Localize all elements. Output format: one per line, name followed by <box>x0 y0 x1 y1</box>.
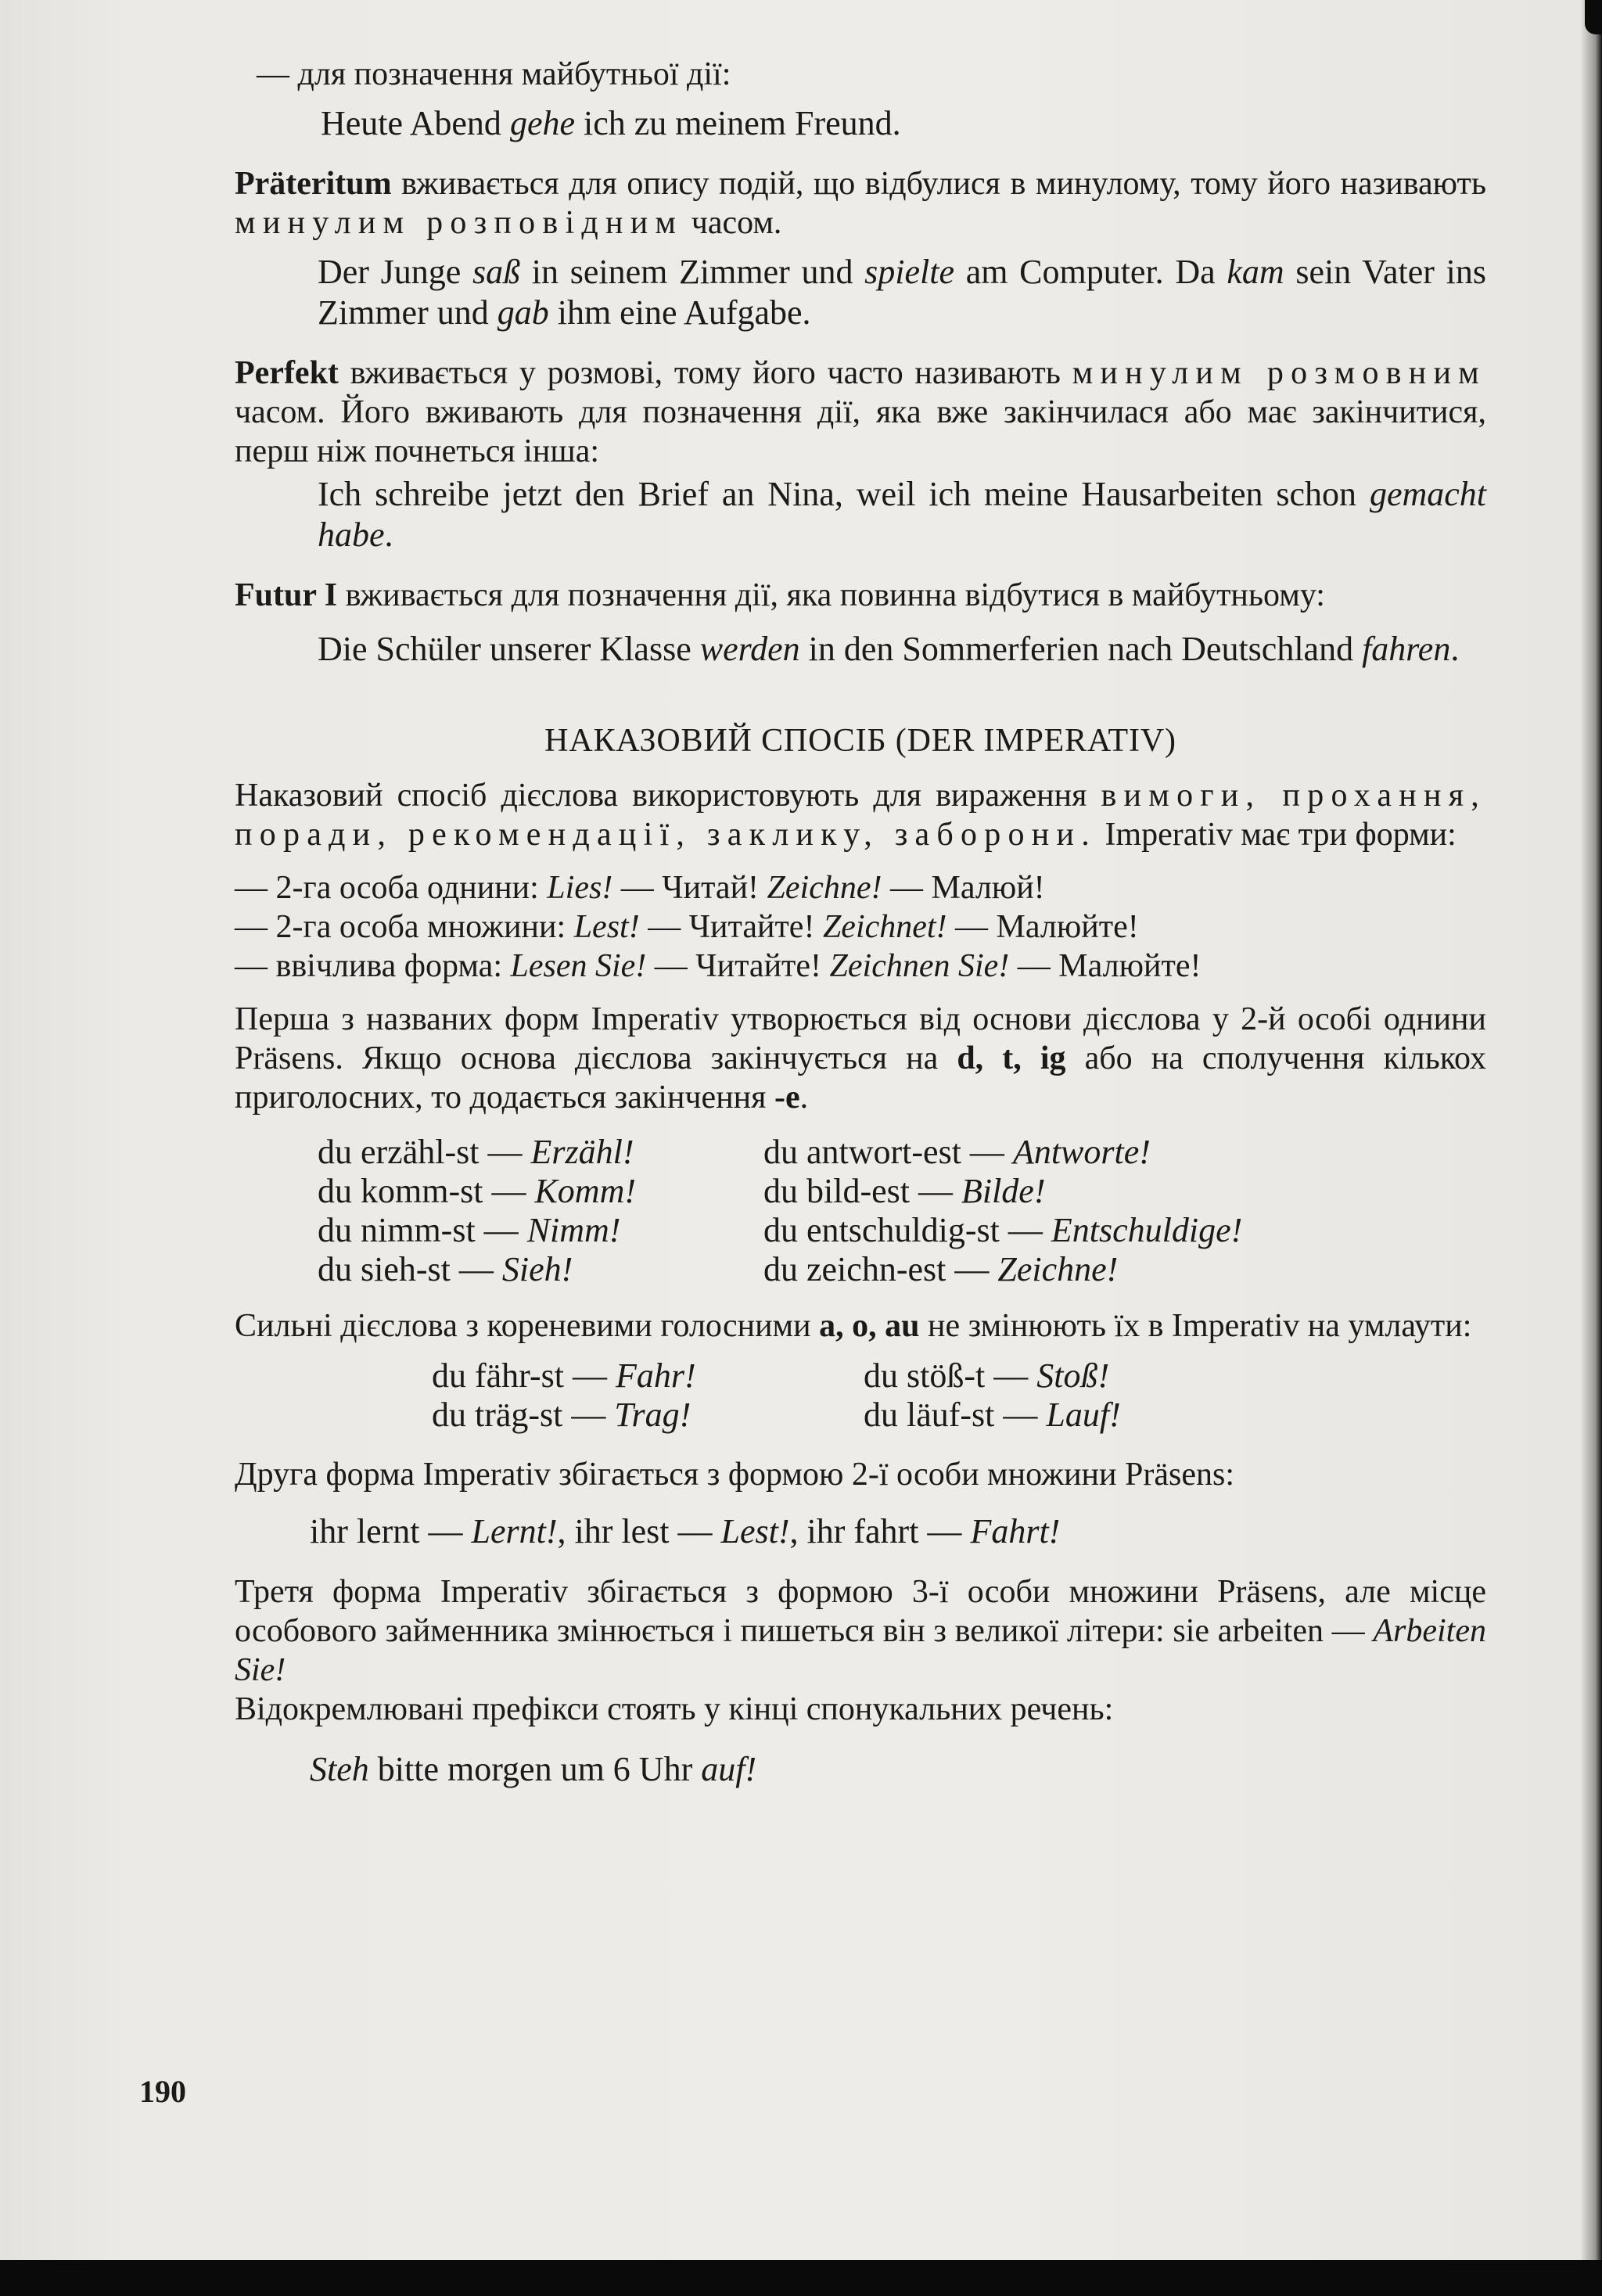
scan-corner <box>1585 0 1602 34</box>
table-row <box>763 1172 1242 1211</box>
spaced-term: вимоги, прохання, поради, рекомендації, заклику, заборони. <box>235 778 1486 853</box>
paragraph-text: вживається для опису подій, що відбулися в минулому, тому його називають <box>391 166 1486 202</box>
example-verb: saß <box>472 253 521 291</box>
verb-stem: ihr fahrt — <box>806 1512 971 1550</box>
section-heading: НАКАЗОВИЙ СПОСІБ (DER IMPERATIV) <box>544 723 1176 759</box>
example-text: . <box>384 516 393 554</box>
verb-stem: du nimm-st — <box>318 1211 527 1249</box>
verb-stem: du entschuldig-st — <box>763 1211 1051 1249</box>
table-row <box>432 1396 864 1435</box>
page-number: 190 <box>139 2074 186 2109</box>
example-text: ich zu meinem Freund. <box>575 104 901 142</box>
second-form-example <box>235 1511 1486 1552</box>
example-text: . <box>1450 630 1460 668</box>
example-verb: fahren <box>1362 630 1451 668</box>
table-column-left <box>432 1356 864 1435</box>
spaced-term: минулим розповідним <box>235 205 684 241</box>
prefix-paragraph: Відокремлювані префікси стоять у кінці спонукальних речень: <box>235 1691 1114 1727</box>
imperative-form: Entschuldige! <box>1051 1211 1243 1249</box>
list-item <box>235 868 1486 907</box>
form-translation: — Читайте! <box>639 909 823 945</box>
example-verb: gemacht habe <box>318 475 1486 554</box>
example-text: Heute Abend <box>321 104 510 142</box>
bold-ending: -e <box>774 1080 800 1116</box>
paragraph-text: часом. <box>683 205 782 241</box>
imperative-form: Arbeiten Sie! <box>235 1613 1486 1688</box>
example-text: Die Schüler unserer Klasse <box>318 630 700 668</box>
form-example: Lesen Sie! <box>510 948 647 984</box>
example-verb: gab <box>497 293 549 332</box>
verb-stem: du sieh-st — <box>318 1250 502 1288</box>
verb-stem: du fähr-st — <box>432 1356 616 1395</box>
paragraph-text: Перша з названих форм Imperativ утворюється від основи дієслова у 2-й особі однини Präsens. Якщо основа дієслова закінчується на <box>235 1001 1486 1076</box>
perfekt-paragraph <box>235 354 1486 471</box>
example-text: ihm eine Aufgabe. <box>548 293 811 332</box>
imperativ-intro <box>235 776 1486 854</box>
example-text: bitte morgen um 6 Uhr <box>368 1750 702 1788</box>
imperative-form: Zeichne! <box>997 1250 1119 1288</box>
second-form-paragraph: Друга форма Imperativ збігається з формою 2-ї особи множини Präsens: <box>235 1457 1234 1493</box>
scan-bottom-border <box>0 2260 1602 2296</box>
imperative-form: Sieh! <box>501 1250 573 1288</box>
table-row <box>763 1211 1242 1250</box>
form-example: Lies! <box>547 870 613 906</box>
example-verb: spielte <box>864 253 954 291</box>
verb-stem: du zeichn-est — <box>763 1250 998 1288</box>
table-row <box>432 1356 864 1396</box>
example-text: am Computer. Da <box>954 253 1227 291</box>
imperative-form: Trag! <box>614 1396 691 1434</box>
example-text: in den Sommerferien nach Deutschland <box>799 630 1363 668</box>
verb-stem: ihr lernt — <box>310 1512 472 1550</box>
term-perfekt: Perfekt <box>235 355 339 391</box>
paragraph-text: Сильні дієслова з кореневими голосними <box>235 1308 820 1344</box>
imperative-form: Komm! <box>534 1172 637 1210</box>
term-prateritum: Präteritum <box>235 166 392 202</box>
form-translation: — Малюйте! <box>946 909 1139 945</box>
imperative-form: Lernt! <box>471 1512 558 1550</box>
form-translation: — Читайте! <box>646 948 830 984</box>
paragraph-text: Наказовий спосіб дієслова використовують для вираження <box>235 778 1101 814</box>
imperativ-table-2 <box>235 1356 1486 1435</box>
example-verb: auf! <box>701 1750 757 1788</box>
third-form-paragraph <box>235 1572 1486 1690</box>
strong-verbs-paragraph <box>235 1306 1486 1346</box>
form-example: Zeichnen Sie! <box>829 948 1010 984</box>
spaced-term: минулим розмовним <box>1072 355 1487 391</box>
form-example: Zeichne! <box>767 870 882 906</box>
example-verb: werden <box>699 630 800 668</box>
separator: , <box>557 1512 575 1550</box>
term-futur: Futur I <box>235 577 338 613</box>
paragraph-text: або на сполучення кількох приголосних, то додається закінчення <box>235 1040 1487 1116</box>
paragraph-text: часом. Його вживають для позначення дії, яка вже закінчилася або має закінчитися, перш ніж почнеться інша: <box>235 394 1486 469</box>
futur-example <box>235 629 1486 670</box>
page-edge-shadow <box>1580 0 1602 2296</box>
table-row <box>763 1133 1242 1172</box>
future-use-intro: — для позначення майбутньої дії: <box>257 56 731 92</box>
verb-stem: du bild-est — <box>763 1172 961 1210</box>
form-translation: — Малюйте! <box>1009 948 1202 984</box>
table-column-left <box>318 1133 763 1289</box>
first-form-paragraph <box>235 1000 1486 1117</box>
verb-stem: du erzähl-st — <box>318 1133 531 1171</box>
paragraph-text: не змінюють їх в Imperativ на умлаути: <box>919 1308 1472 1344</box>
imperativ-forms-list <box>235 868 1486 986</box>
imperative-form: Fahrt! <box>970 1512 1061 1550</box>
paragraph-text: . <box>799 1080 809 1116</box>
table-row <box>318 1250 763 1289</box>
example-text: in seinem Zimmer und <box>520 253 865 291</box>
prefix-example <box>235 1749 1486 1790</box>
example-text: Der Junge <box>318 253 472 291</box>
verb-stem: du stöß-t — <box>864 1356 1037 1395</box>
imperative-form: Bilde! <box>961 1172 1046 1210</box>
verb-stem: du antwort-est — <box>763 1133 1013 1171</box>
table-row <box>318 1133 763 1172</box>
table-row <box>318 1211 763 1250</box>
imperative-form: Nimm! <box>526 1211 621 1249</box>
imperative-form: Stoß! <box>1036 1356 1110 1395</box>
imperative-form: Lauf! <box>1046 1396 1121 1434</box>
prateritum-paragraph <box>235 164 1486 243</box>
verb-stem: du läuf-st — <box>864 1396 1047 1434</box>
prateritum-example <box>235 252 1486 333</box>
perfekt-example <box>235 474 1486 555</box>
form-label: — ввічлива форма: <box>235 948 511 984</box>
verb-stem: du träg-st — <box>432 1396 615 1434</box>
imperativ-table-1 <box>235 1133 1486 1289</box>
form-translation: — Малюй! <box>882 870 1045 906</box>
form-translation: — Читай! <box>612 870 767 906</box>
example-verb: kam <box>1227 253 1284 291</box>
imperative-form: Antworte! <box>1012 1133 1151 1171</box>
imperative-form: Erzähl! <box>530 1133 634 1171</box>
paragraph-text: Imperativ має три форми: <box>1096 817 1457 853</box>
table-row <box>763 1250 1242 1289</box>
separator: , <box>789 1512 807 1550</box>
example-verb: Steh <box>310 1750 369 1788</box>
verb-stem: ihr lest — <box>574 1512 721 1550</box>
form-label: — 2-га особа множини: <box>235 909 574 945</box>
page-content <box>235 55 1486 1790</box>
bold-letters: d, t, ig <box>957 1040 1066 1076</box>
future-use-example <box>235 103 1486 144</box>
list-item <box>235 907 1486 947</box>
paragraph-text: Третя форма Imperativ збігається з формою 3-ї особи множини Präsens, але місце особового займенника змінюється і пишеться він з великої літери: sie arbeiten — <box>235 1574 1486 1649</box>
table-row <box>864 1356 1121 1396</box>
table-row <box>318 1172 763 1211</box>
table-row <box>864 1396 1121 1435</box>
paragraph-text: вживається у розмові, тому його часто називають <box>338 355 1072 391</box>
futur-paragraph <box>235 576 1486 615</box>
example-verb: gehe <box>509 104 575 142</box>
paragraph-text: вживається для позначення дії, яка повинна відбутися в майбутньому: <box>337 577 1325 613</box>
table-column-right <box>763 1133 1242 1289</box>
example-text: sein Vater ins Zimmer und <box>318 253 1486 332</box>
form-example: Zeichnet! <box>822 909 947 945</box>
form-example: Lest! <box>573 909 640 945</box>
example-text: Ich schreibe jetzt den Brief an Nina, weil ich meine Hausarbeiten schon <box>318 475 1370 513</box>
list-item <box>235 947 1486 986</box>
imperative-form: Fahr! <box>615 1356 696 1395</box>
form-label: — 2-га особа однини: <box>235 870 548 906</box>
imperative-form: Lest! <box>720 1512 790 1550</box>
bold-letters: a, o, au <box>819 1308 920 1344</box>
table-column-right <box>864 1356 1121 1435</box>
verb-stem: du komm-st — <box>318 1172 535 1210</box>
